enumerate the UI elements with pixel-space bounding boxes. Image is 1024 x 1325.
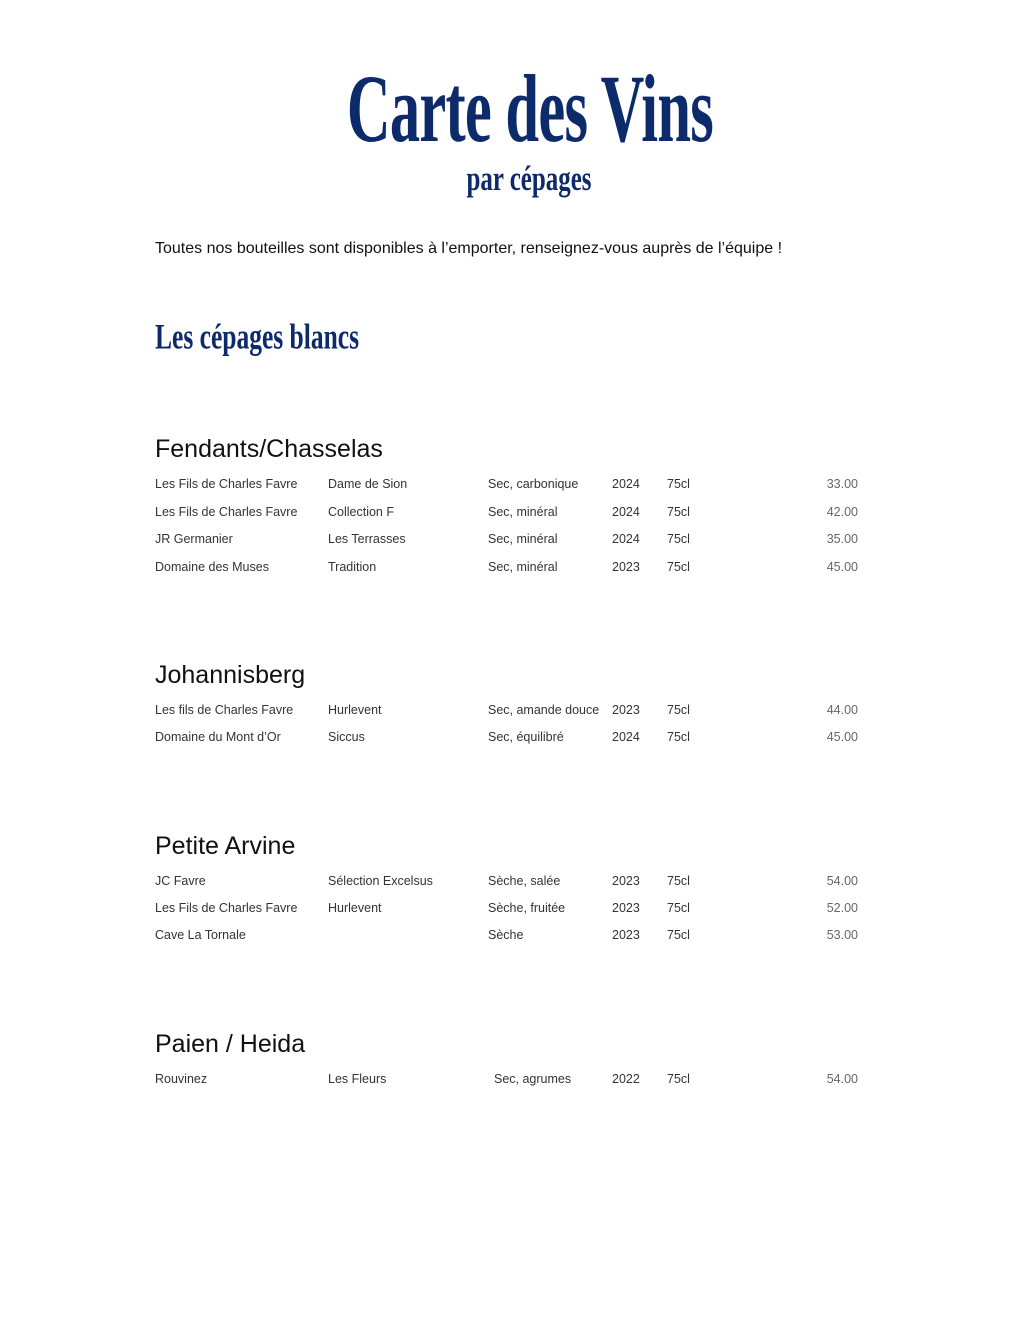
wine-row [0, 557, 1024, 577]
wine-size: 75cl [667, 560, 690, 574]
wine-producer: Domaine du Mont d’Or [155, 730, 281, 744]
wine-year: 2024 [612, 532, 640, 546]
wine-cuvee: Sélection Excelsus [328, 874, 433, 888]
wine-row [0, 871, 1024, 891]
wine-producer: Domaine des Muses [155, 560, 269, 574]
section-title: Paien / Heida [155, 1030, 306, 1058]
wine-taste: Sèche, fruitée [488, 901, 566, 915]
intro-text: Toutes nos bouteilles sont disponibles à l’emporter, renseignez-vous auprès de l’équipe ! [155, 240, 783, 257]
wine-price: 44.00 [826, 703, 858, 717]
wine-year: 2024 [612, 477, 640, 491]
section-title: Johannisberg [155, 661, 306, 689]
wine-row [0, 474, 1024, 494]
wine-producer: Rouvinez [155, 1072, 208, 1086]
wine-cuvee: Les Fleurs [328, 1072, 387, 1086]
wine-taste: Sèche, salée [488, 874, 561, 888]
wine-year: 2022 [612, 1072, 640, 1086]
wine-price: 45.00 [826, 560, 858, 574]
wine-cuvee: Hurlevent [328, 703, 382, 717]
wine-year: 2023 [612, 901, 640, 915]
category-heading: Les cépages blancs [155, 318, 359, 357]
wine-row [0, 898, 1024, 918]
wine-producer: JR Germanier [155, 532, 233, 546]
wine-producer: Les fils de Charles Favre [155, 703, 294, 717]
wine-price: 54.00 [826, 1072, 858, 1086]
wine-size: 75cl [667, 928, 690, 942]
wine-cuvee: Dame de Sion [328, 477, 408, 491]
wine-row [0, 1069, 1024, 1089]
wine-price: 45.00 [826, 730, 858, 744]
wine-row [0, 700, 1024, 720]
wine-price: 52.00 [826, 901, 858, 915]
wine-producer: Les Fils de Charles Favre [155, 477, 298, 491]
wine-taste: Sec, agrumes [494, 1072, 572, 1086]
wine-year: 2024 [612, 505, 640, 519]
wine-year: 2023 [612, 928, 640, 942]
wine-size: 75cl [667, 1072, 690, 1086]
wine-taste: Sèche [488, 928, 524, 942]
page-subtitle: par cépages [466, 158, 592, 198]
wine-producer: Les Fils de Charles Favre [155, 901, 298, 915]
wine-row [0, 925, 1024, 945]
wine-row [0, 727, 1024, 747]
wine-producer: Cave La Tornale [155, 928, 246, 942]
wine-cuvee: Collection F [328, 505, 394, 519]
wine-year: 2023 [612, 874, 640, 888]
section-title: Petite Arvine [155, 832, 296, 860]
wine-year: 2024 [612, 730, 640, 744]
wine-price: 35.00 [826, 532, 858, 546]
wine-size: 75cl [667, 477, 690, 491]
wine-taste: Sec, minéral [488, 532, 558, 546]
wine-size: 75cl [667, 505, 690, 519]
wine-price: 33.00 [826, 477, 858, 491]
wine-taste: Sec, carbonique [488, 477, 579, 491]
wine-year: 2023 [612, 703, 640, 717]
wine-size: 75cl [667, 874, 690, 888]
wine-cuvee: Hurlevent [328, 901, 382, 915]
wine-cuvee: Tradition [328, 560, 377, 574]
wine-cuvee: Siccus [328, 730, 365, 744]
wine-producer: Les Fils de Charles Favre [155, 505, 298, 519]
wine-taste: Sec, équilibré [488, 730, 564, 744]
wine-price: 53.00 [826, 928, 858, 942]
wine-size: 75cl [667, 730, 690, 744]
wine-taste: Sec, minéral [488, 505, 558, 519]
wine-year: 2023 [612, 560, 640, 574]
wine-cuvee: Les Terrasses [328, 532, 406, 546]
wine-taste: Sec, minéral [488, 560, 558, 574]
wine-price: 54.00 [826, 874, 858, 888]
wine-size: 75cl [667, 703, 690, 717]
wine-producer: JC Favre [155, 874, 206, 888]
wine-row [0, 529, 1024, 549]
wine-taste: Sec, amande douce [488, 703, 600, 717]
section-title: Fendants/Chasselas [155, 435, 383, 463]
page-title: Carte des Vins [346, 55, 714, 163]
wine-price: 42.00 [826, 505, 858, 519]
wine-size: 75cl [667, 532, 690, 546]
wine-row [0, 502, 1024, 522]
wine-size: 75cl [667, 901, 690, 915]
